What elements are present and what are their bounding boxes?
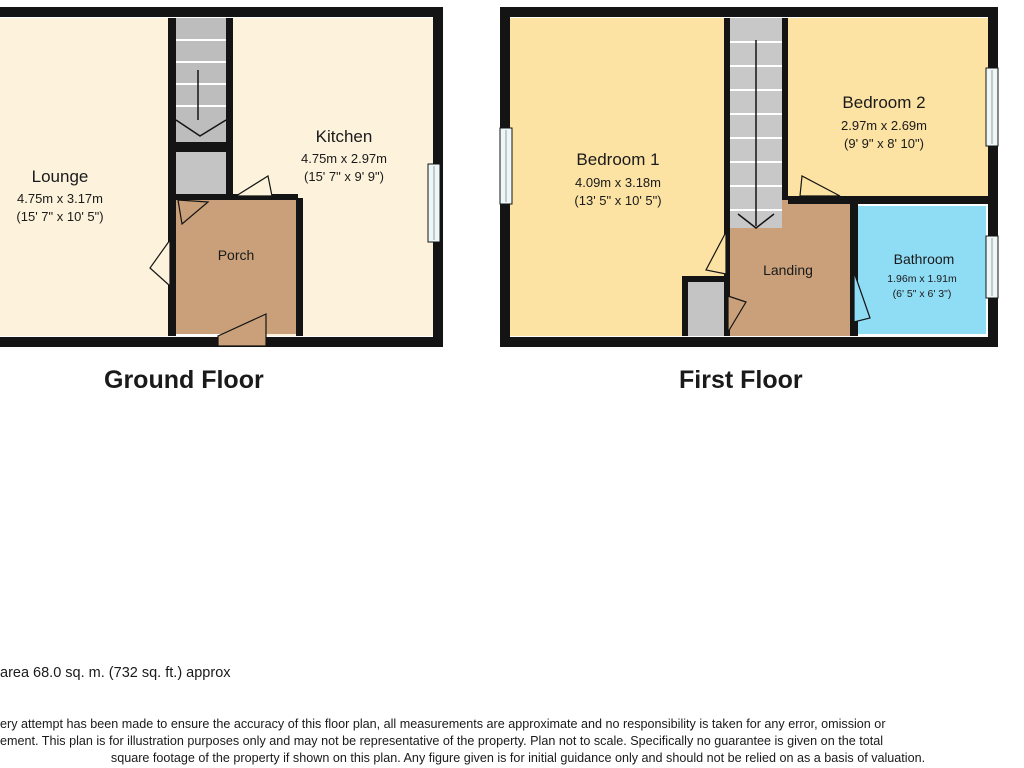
kitchen-stair-wall — [226, 18, 233, 198]
kitchen-name: Kitchen — [315, 127, 373, 146]
lounge-metric: 4.75m x 3.17m — [17, 191, 103, 206]
lounge-imperial: (15' 7" x 10' 5") — [16, 209, 104, 224]
bathroom-metric: 1.96m x 1.91m — [887, 273, 957, 285]
bedroom-1-wall — [724, 18, 730, 336]
porch-name: Porch — [217, 247, 255, 263]
bedroom-1-metric: 4.09m x 3.18m — [575, 175, 661, 190]
bedroom-2-imperial: (9' 9" x 8' 10") — [844, 136, 924, 151]
cupboard-left-wall — [682, 276, 688, 336]
kitchen-imperial: (15' 7" x 9' 9") — [304, 169, 384, 184]
disclaimer-line-3: square footage of the property if shown on this plan. Any figure given is for initial guidance only and should not be relied on as a basis of valuation. — [110, 751, 926, 765]
bathroom-imperial: (6' 5" x 6' 3") — [892, 288, 952, 300]
bathroom-name: Bathroom — [893, 251, 955, 267]
stair-cupboard-wall — [176, 142, 226, 152]
first-floor-plan — [500, 12, 998, 342]
bedroom-1-name: Bedroom 1 — [576, 150, 660, 169]
kitchen-metric: 4.75m x 2.97m — [301, 151, 387, 166]
bedroom-1-imperial: (13' 5" x 10' 5") — [574, 193, 662, 208]
lounge-name: Lounge — [31, 167, 89, 186]
bedroom-2-metric: 2.97m x 2.69m — [841, 118, 927, 133]
first-floor-title: First Floor — [679, 366, 803, 394]
total-area-note: area 68.0 sq. m. (732 sq. ft.) approx — [0, 665, 231, 681]
porch-right-wall — [296, 198, 303, 336]
stair-right-wall — [782, 18, 788, 198]
cupboard-top-wall — [682, 276, 728, 282]
disclaimer-text — [0, 716, 1024, 767]
disclaimer-line-1: ery attempt has been made to ensure the accuracy of this floor plan, all measurements are approximate and no responsibility is taken for any error, omission or — [0, 717, 886, 731]
ground-stairs — [176, 18, 226, 142]
lounge-wall — [168, 18, 176, 336]
porch-area — [176, 198, 298, 334]
ground-floor-title: Ground Floor — [104, 366, 264, 394]
ground-floor-plan — [0, 12, 440, 346]
landing-cupboard — [686, 280, 724, 336]
landing-name: Landing — [763, 262, 813, 278]
ground-cupboard — [176, 152, 226, 196]
bathroom-area — [858, 206, 986, 334]
bedroom-2-name: Bedroom 2 — [842, 93, 926, 112]
disclaimer-line-2: ement. This plan is for illustration purposes only and may not be representative of the property. Plan not to scale. Specifically no guarantee is given on the total — [0, 734, 884, 748]
